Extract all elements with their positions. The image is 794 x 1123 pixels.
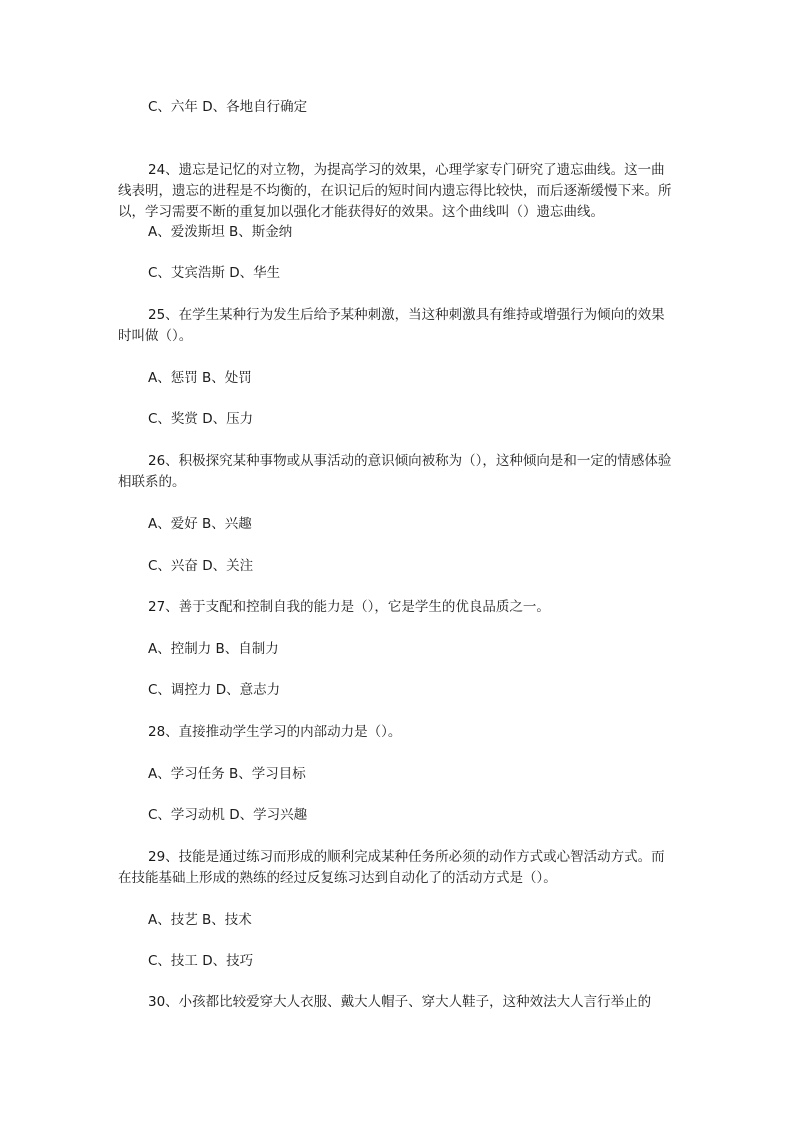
question-text: 24、遗忘是记忆的对立物，为提高学习的效果，心理学家专门研究了遗忘曲线。这一曲线表明，遗忘的进程是不均衡的，在识记后的短时间内遗忘得比较快，而后逐渐缓慢下来。所以，学习需要不断的重复加以强化才能获得好的效果。这个曲线叫（）遗忘曲线。 — [118, 162, 672, 220]
option-line: C、技工 D、技巧 — [148, 953, 254, 969]
question-text: 30、小孩都比较爱穿大人衣服、戴大人帽子、穿大人鞋子，这种效法大人言行举止的 — [148, 994, 652, 1010]
option-line: C、六年 D、各地自行确定 — [148, 99, 308, 115]
question-29 — [118, 847, 678, 889]
question-25 — [118, 305, 678, 347]
question-27 — [118, 597, 678, 618]
question-30 — [118, 992, 678, 1013]
question-text: 28、直接推动学生学习的内部动力是（）。 — [148, 724, 402, 740]
question-26 — [118, 451, 678, 493]
option-line: C、学习动机 D、学习兴趣 — [148, 807, 308, 823]
question-text: 27、善于支配和控制自我的能力是（），它是学生的优良品质之一。 — [148, 599, 550, 615]
option-line: A、爱泼斯坦 B、斯金纳 — [148, 224, 293, 240]
option-line: A、技艺 B、技术 — [148, 912, 252, 928]
option-line: C、奖赏 D、压力 — [148, 411, 254, 427]
question-text: 25、在学生某种行为发生后给予某种刺激，当这种刺激具有维持或增强行为倾向的效果时叫做（）。 — [118, 307, 665, 344]
option-line: C、调控力 D、意志力 — [148, 682, 281, 698]
option-line: A、学习任务 B、学习目标 — [148, 766, 306, 782]
option-line: C、兴奋 D、关注 — [148, 558, 254, 574]
option-line: A、爱好 B、兴趣 — [148, 516, 252, 532]
question-24 — [118, 160, 678, 223]
option-line: C、艾宾浩斯 D、华生 — [148, 265, 281, 281]
option-line: A、惩罚 B、处罚 — [148, 370, 252, 386]
question-28 — [118, 722, 678, 743]
question-text: 29、技能是通过练习而形成的顺利完成某种任务所必须的动作方式或心智活动方式。而在技能基础上形成的熟练的经过反复练习达到自动化了的活动方式是（）。 — [118, 849, 665, 886]
question-text: 26、积极探究某种事物或从事活动的意识倾向被称为（），这种倾向是和一定的情感体验相联系的。 — [118, 453, 672, 490]
option-line: A、控制力 B、自制力 — [148, 641, 279, 657]
